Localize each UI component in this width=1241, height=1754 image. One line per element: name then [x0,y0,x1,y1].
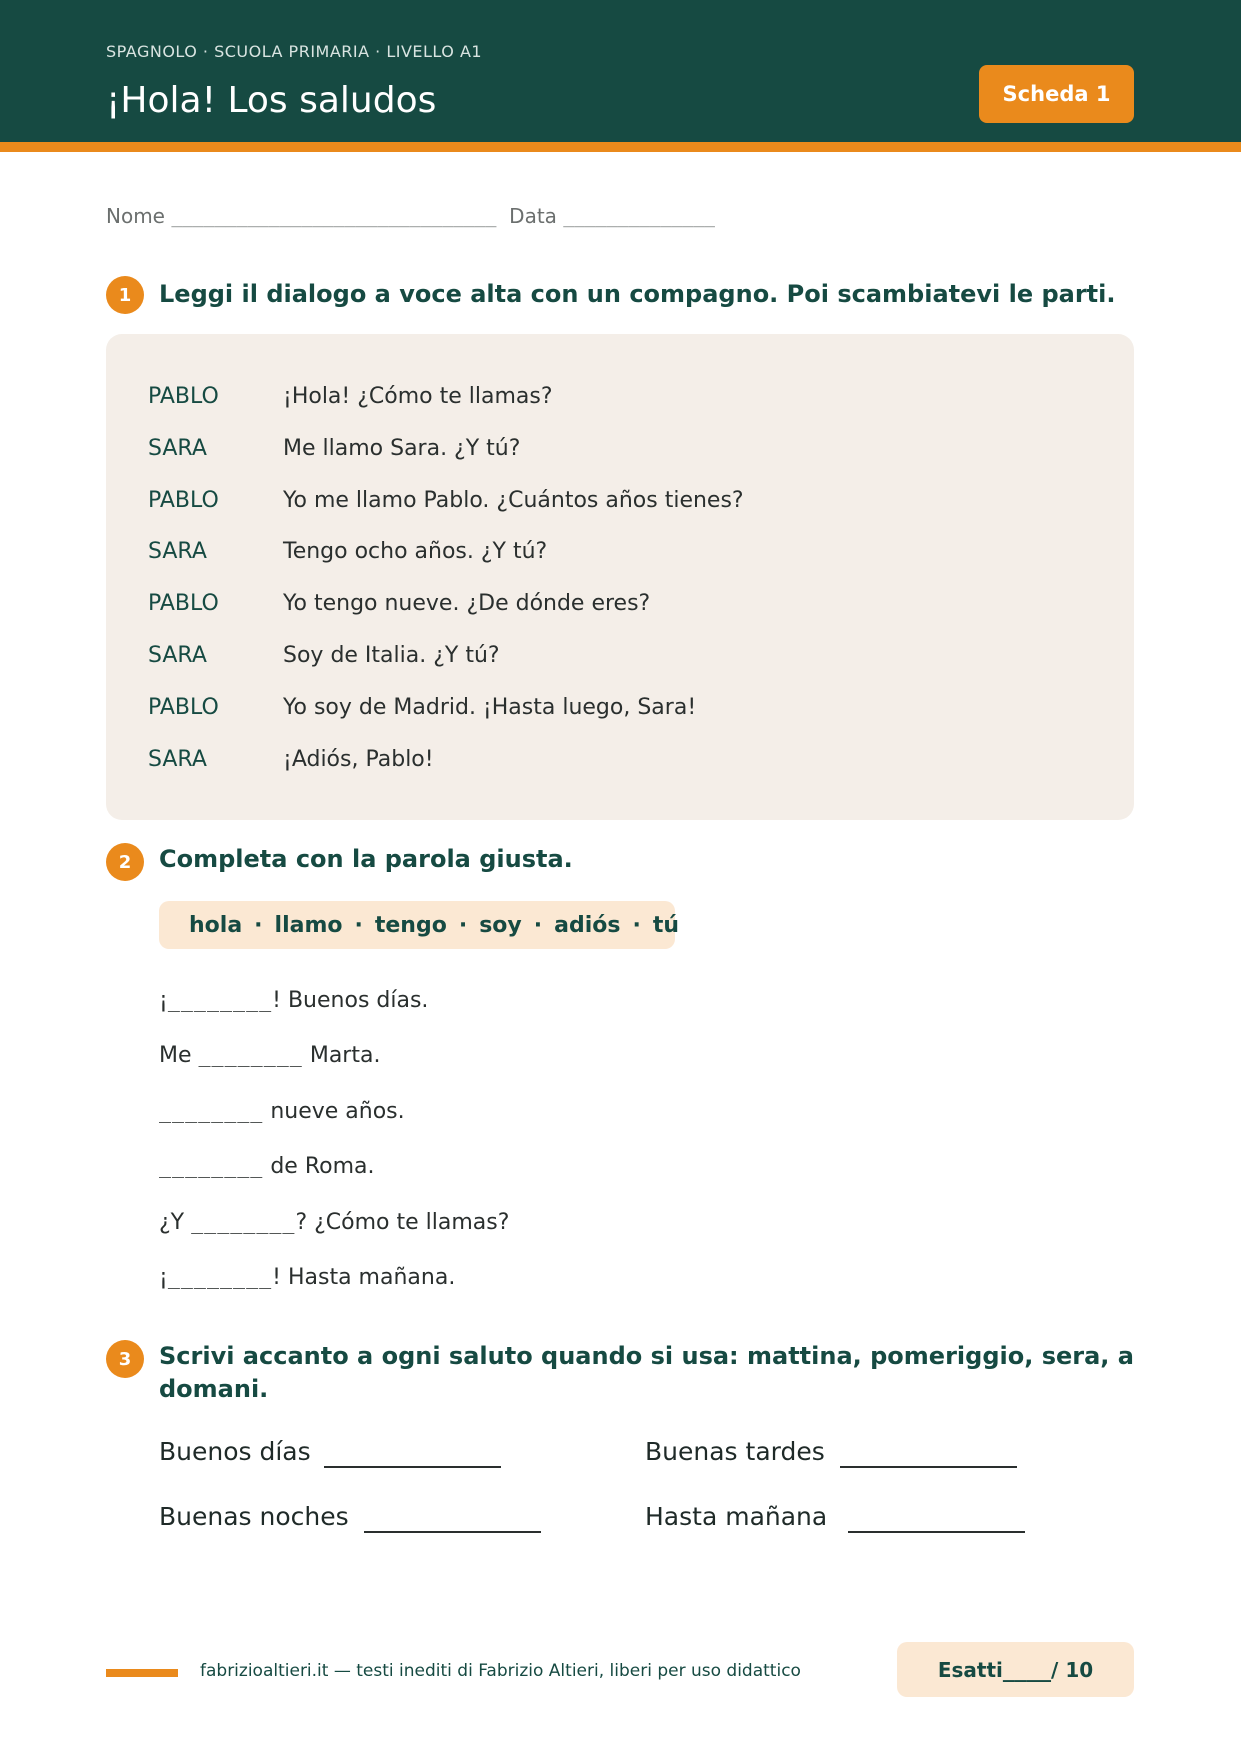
fill-sentence[interactable] [159,1040,380,1070]
sentence-start: Me [159,1043,199,1068]
greeting-label: Hasta mañana [645,1502,828,1531]
fill-sentence[interactable] [159,1096,405,1126]
exercise-3-instruction-line-1: Scrivi accanto a ogni saluto quando si usa: mattina, pomeriggio, sera, a [159,1342,1134,1370]
word-bank-word: llamo [274,912,343,938]
dialogue-box [106,334,1134,820]
answer-blank[interactable]: ________ [159,1154,264,1178]
answer-blank[interactable]: ________ [159,1099,264,1123]
exercise-3-instruction-line-2: domani. [159,1375,269,1403]
dialogue-text: Me llamo Sara. ¿Y tú? [283,436,521,461]
dialogue-text: Soy de Italia. ¿Y tú? [283,643,500,668]
date-line: ______________ [563,207,716,228]
exercise-2-number: 2 [106,843,144,881]
dialogue-speaker: PABLO [148,591,219,616]
answer-blank[interactable]: ________ [191,1210,296,1234]
name-date-row [106,204,715,228]
name-line: ______________________________ [171,207,497,228]
dialogue-text: ¡Adiós, Pablo! [283,747,434,772]
word-separator: · [458,912,468,938]
dialogue-text: Yo tengo nueve. ¿De dónde eres? [283,591,651,616]
score-label: Esatti [937,1657,1003,1682]
sentence-end: ! Buenos días. [272,988,429,1013]
answer-line[interactable] [364,1531,541,1533]
sentence-start: ¿Y [159,1210,192,1235]
answer-line[interactable] [324,1466,501,1468]
word-bank-word: soy [479,912,522,938]
footer-credit: fabrizioaltieri.it — testi inediti di Fabrizio Altieri, liberi per uso didattico [200,1661,801,1681]
dialogue-text: Yo me llamo Pablo. ¿Cuántos años tienes? [283,488,744,513]
date-label: Data [509,204,557,228]
greeting-label: Buenas tardes [645,1437,825,1466]
word-bank [159,901,679,949]
dialogue-speaker: SARA [148,539,207,564]
dialogue-text: ¡Hola! ¿Cómo te llamas? [283,384,553,409]
answer-blank[interactable]: ________ [167,1265,273,1289]
word-separator: · [254,912,263,938]
answer-blank[interactable]: ________ [198,1043,303,1067]
answer-line[interactable] [848,1531,1025,1533]
score-total: / 10 [1051,1657,1094,1682]
dialogue-speaker: SARA [148,643,207,668]
page-title: ¡Hola! Los saludos [106,80,437,121]
sentence-start: ¡ [159,1265,168,1290]
fill-sentence[interactable] [159,985,428,1015]
dialogue-speaker: SARA [148,436,207,461]
greeting-label: Buenos días [159,1437,311,1466]
exercise-2-instruction: Completa con la parola giusta. [159,845,573,873]
exercise-1-instruction: Leggi il dialogo a voce alta con un compagno. Poi scambiatevi le parti. [159,280,1116,308]
subject-kicker: SPAGNOLO · SCUOLA PRIMARIA · LIVELLO A1 [106,42,483,61]
word-bank-word: adiós [554,912,621,938]
dialogue-text: Tengo ocho años. ¿Y tú? [283,539,548,564]
exercise-1-number: 1 [106,276,144,314]
greeting-label: Buenas noches [159,1502,349,1531]
score-blank[interactable]: ____ [1002,1657,1052,1682]
dialogue-speaker: PABLO [148,384,219,409]
answer-blank[interactable]: ________ [167,988,273,1012]
score-box [897,1642,1134,1697]
sentence-end: ? ¿Cómo te llamas? [295,1210,510,1235]
answer-line[interactable] [840,1466,1017,1468]
fill-sentence[interactable] [159,1207,509,1237]
exercise-3-number: 3 [106,1340,144,1378]
word-separator: · [632,912,641,938]
sentence-end: Marta. [302,1043,381,1068]
word-bank-word: tú [652,912,679,938]
word-bank-word: tengo [374,912,447,938]
footer-accent-bar [106,1669,178,1677]
sentence-end: ! Hasta mañana. [272,1265,456,1290]
page-header [0,0,1241,152]
word-separator: · [354,912,363,938]
worksheet-badge: Scheda 1 [979,65,1134,123]
dialogue-speaker: SARA [148,747,207,772]
word-bank-word: hola [189,912,243,938]
sentence-start: ¡ [159,988,168,1013]
word-separator: · [533,912,543,938]
sentence-end: de Roma. [263,1154,375,1179]
sentence-end: nueve años. [263,1099,405,1124]
dialogue-speaker: PABLO [148,488,219,513]
dialogue-text: Yo soy de Madrid. ¡Hasta luego, Sara! [283,695,697,720]
fill-sentence[interactable] [159,1151,374,1181]
name-label: Nome [106,204,165,228]
dialogue-speaker: PABLO [148,695,219,720]
fill-sentence[interactable] [159,1262,455,1292]
